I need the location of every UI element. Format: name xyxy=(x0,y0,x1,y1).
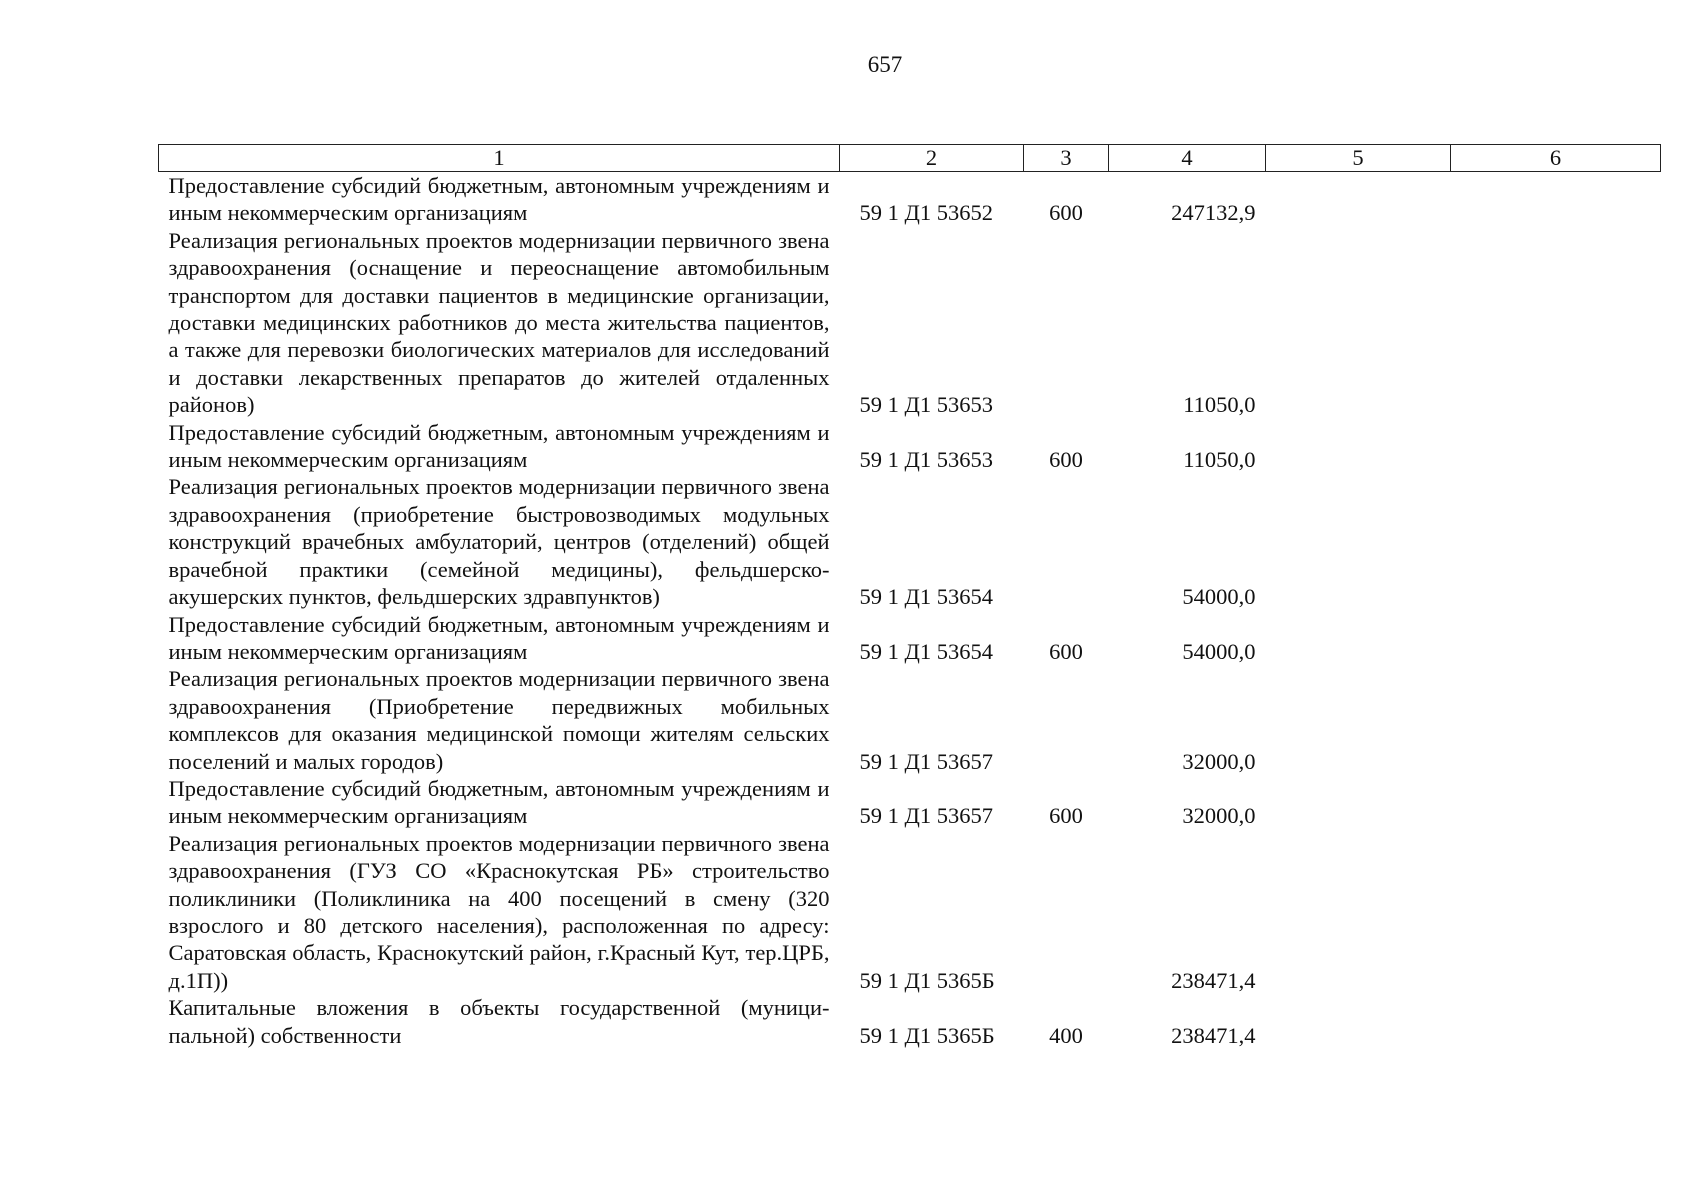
row-code-cell: 59 1 Д1 5365Б xyxy=(859,967,995,993)
header-row xyxy=(159,145,1661,172)
row-expense-type-cell xyxy=(1024,473,1109,610)
row-expense-type-cell xyxy=(1024,665,1109,775)
table-row xyxy=(159,172,1661,227)
row-empty-cell-6 xyxy=(1451,172,1661,227)
budget-table xyxy=(158,144,1661,1049)
row-empty-cell-5 xyxy=(1266,227,1451,419)
row-empty-cell-5 xyxy=(1266,172,1451,227)
row-name-cell: Реализация региональных проектов модернизации первичного звена здравоохранения (оснащение и переоснащение автомобильным транспортом для доставки пациентов в медицинские организации, доставки медицинских работников до места жительства пациентов, а также для перевозки биологических материалов для исследований и доставки лекарственных препаратов до жителей отдаленных районов) xyxy=(168,227,830,418)
row-expense-type-cell: 600 xyxy=(1049,638,1083,664)
row-name-cell: Капитальные вложения в объекты государственной (муниципальной) собственности xyxy=(168,995,830,1048)
row-amount-cell: 32000,0 xyxy=(1182,803,1256,829)
row-expense-type-cell: 400 xyxy=(1049,1022,1083,1048)
row-amount-cell: 32000,0 xyxy=(1182,748,1256,774)
row-empty-cell-6 xyxy=(1451,775,1661,830)
column-header-5: 5 xyxy=(1266,145,1451,172)
table-row xyxy=(159,775,1661,830)
row-code-cell: 59 1 Д1 53652 xyxy=(859,200,993,226)
row-code-cell: 59 1 Д1 53653 xyxy=(859,392,993,418)
row-empty-cell-6 xyxy=(1451,611,1661,666)
row-code-cell: 59 1 Д1 5365Б xyxy=(859,1022,995,1048)
page-number: 657 xyxy=(867,52,903,77)
row-amount-cell: 54000,0 xyxy=(1182,638,1256,664)
row-expense-type-cell xyxy=(1024,227,1109,419)
row-empty-cell-5 xyxy=(1266,665,1451,775)
table-row xyxy=(159,227,1661,419)
table-row xyxy=(159,830,1661,994)
row-code-cell: 59 1 Д1 53654 xyxy=(859,584,993,610)
column-header-6: 6 xyxy=(1451,145,1661,172)
row-amount-cell: 11050,0 xyxy=(1183,447,1256,473)
row-name-cell: Реализация региональных проектов модернизации первичного звена здравоохранения (приобретение быстровозводимых модульных конструкций врачебных амбулаторий, центров (отделений) общей врачебной практики (семейной медицины), фельдшерско-акушерских пунктов, фельдшерских здравпунктов) xyxy=(168,474,830,610)
row-expense-type-cell: 600 xyxy=(1049,803,1083,829)
row-empty-cell-6 xyxy=(1451,473,1661,610)
table-row xyxy=(159,994,1661,1049)
row-empty-cell-6 xyxy=(1451,994,1661,1049)
row-empty-cell-5 xyxy=(1266,611,1451,666)
row-empty-cell-5 xyxy=(1266,994,1451,1049)
row-code-cell: 59 1 Д1 53657 xyxy=(859,803,993,829)
row-amount-cell: 11050,0 xyxy=(1183,392,1256,418)
row-empty-cell-5 xyxy=(1266,830,1451,994)
row-name-cell: Реализация региональных проектов модернизации первичного звена здравоохранения (ГУЗ СО «Краснокутская РБ» строительство поликлиники (Поликлиника на 400 посещений в смену (320 взрослого и 80 детского населения), расположенная по адресу: Саратовская область, Краснокутский район, г.Красный Кут, тер.ЦРБ, д.1П)) xyxy=(168,830,830,993)
row-expense-type-cell: 600 xyxy=(1049,200,1083,226)
table-header xyxy=(159,145,1661,172)
column-header-1: 1 xyxy=(159,145,840,172)
table-row xyxy=(159,473,1661,610)
table-row xyxy=(159,611,1661,666)
row-name-cell: Предоставление субсидий бюджетным, автономным учреждениям и иным некоммерческим организациям xyxy=(168,173,830,226)
column-header-2: 2 xyxy=(840,145,1024,172)
table-row xyxy=(159,419,1661,474)
row-empty-cell-6 xyxy=(1451,830,1661,994)
row-code-cell: 59 1 Д1 53653 xyxy=(859,447,993,473)
row-code-cell: 59 1 Д1 53657 xyxy=(859,748,993,774)
row-code-cell: 59 1 Д1 53654 xyxy=(859,638,993,664)
row-amount-cell: 247132,9 xyxy=(1171,200,1256,226)
row-amount-cell: 238471,4 xyxy=(1171,967,1256,993)
row-expense-type-cell: 600 xyxy=(1049,447,1083,473)
row-empty-cell-6 xyxy=(1451,665,1661,775)
row-empty-cell-5 xyxy=(1266,419,1451,474)
row-expense-type-cell xyxy=(1024,830,1109,994)
row-name-cell: Предоставление субсидий бюджетным, автономным учреждениям и иным некоммерческим организациям xyxy=(168,611,830,664)
row-empty-cell-5 xyxy=(1266,775,1451,830)
row-name-cell: Реализация региональных проектов модернизации первичного звена здравоохранения (Приобретение передвижных мобильных комплексов для оказания медицинской помощи жителям сельских поселений и малых городов) xyxy=(168,666,830,774)
row-amount-cell: 238471,4 xyxy=(1171,1022,1256,1048)
row-empty-cell-6 xyxy=(1451,419,1661,474)
row-name-cell: Предоставление субсидий бюджетным, автономным учреждениям и иным некоммерческим организациям xyxy=(168,775,830,829)
row-empty-cell-5 xyxy=(1266,473,1451,610)
column-header-3: 3 xyxy=(1024,145,1109,172)
row-amount-cell: 54000,0 xyxy=(1182,584,1256,610)
table-body xyxy=(159,172,1661,1050)
row-name-cell: Предоставление субсидий бюджетным, автономным учреждениям и иным некоммерческим организациям xyxy=(168,419,830,473)
row-empty-cell-6 xyxy=(1451,227,1661,419)
column-header-4: 4 xyxy=(1109,145,1266,172)
table-row xyxy=(159,665,1661,775)
